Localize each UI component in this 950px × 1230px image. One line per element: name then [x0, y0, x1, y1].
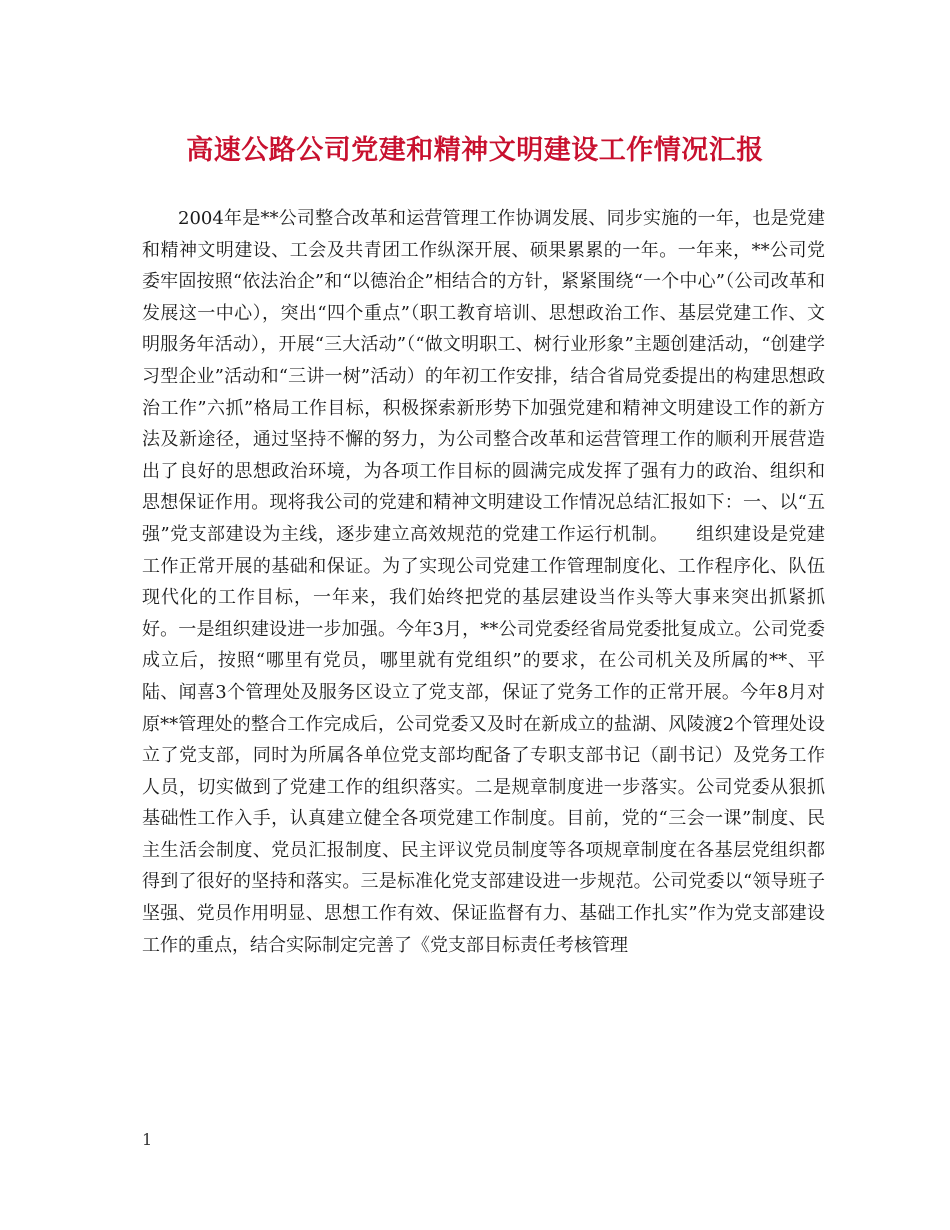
- body-paragraph: 2004年是**公司整合改革和运营管理工作协调发展、同步实施的一年，也是党建和精神文明建设、工会及共青团工作纵深开展、硕果累累的一年。一年来，**公司党委牢固按照“依法治企”和“以德治企”相结合的方针，紧紧围绕“一个中心”（公司改革和发展这一中心），突出“四个重点”（职工教育培训、思想政治工作、基层党建工作、文明服务年活动），开展“三大活动”（“做文明职工、树行业形象”主题创建活动，“创建学习型企业”活动和“三讲一树”活动）的年初工作安排，结合省局党委提出的构建思想政治工作”六抓”格局工作目标，积极探索新形势下加强党建和精神文明建设工作的新方法及新途径，通过坚持不懈的努力，为公司整合改革和运营管理工作的顺利开展营造出了良好的思想政治环境，为各项工作目标的圆满完成发挥了强有力的政治、组织和思想保证作用。现将我公司的党建和精神文明建设工作情况总结汇报如下：一、以“五强”党支部建设为主线，逐步建立高效规范的党建工作运行机制。 组织建设是党建工作正常开展的基础和保证。为了实现公司党建工作管理制度化、工作程序化、队伍现代化的工作目标，一年来，我们始终把党的基层建设当作头等大事来突出抓紧抓好。一是组织建设进一步加强。今年3月，**公司党委经省局党委批复成立。公司党委成立后，按照“哪里有党员，哪里就有党组织”的要求，在公司机关及所属的**、平陆、闻喜3个管理处及服务区设立了党支部，保证了党务工作的正常开展。今年8月对原**管理处的整合工作完成后，公司党委又及时在新成立的盐湖、风陵渡2个管理处设立了党支部，同时为所属各单位党支部均配备了专职支部书记（副书记）及党务工作人员，切实做到了党建工作的组织落实。二是规章制度进一步落实。公司党委从狠抓基础性工作入手，认真建立健全各项党建工作制度。目前，党的“三会一课”制度、民主生活会制度、党员汇报制度、民主评议党员制度等各项规章制度在各基层党组织都得到了很好的坚持和落实。三是标准化党支部建设进一步规范。公司党委以“领导班子坚强、党员作用明显、思想工作有效、保证监督有力、基础工作扎实”作为党支部建设工作的重点，结合实际制定完善了《党支部目标责任考核管理: [142, 208, 825, 956]
- document-title: 高速公路公司党建和精神文明建设工作情况汇报: [186, 135, 764, 166]
- page-number: 1: [142, 1130, 153, 1149]
